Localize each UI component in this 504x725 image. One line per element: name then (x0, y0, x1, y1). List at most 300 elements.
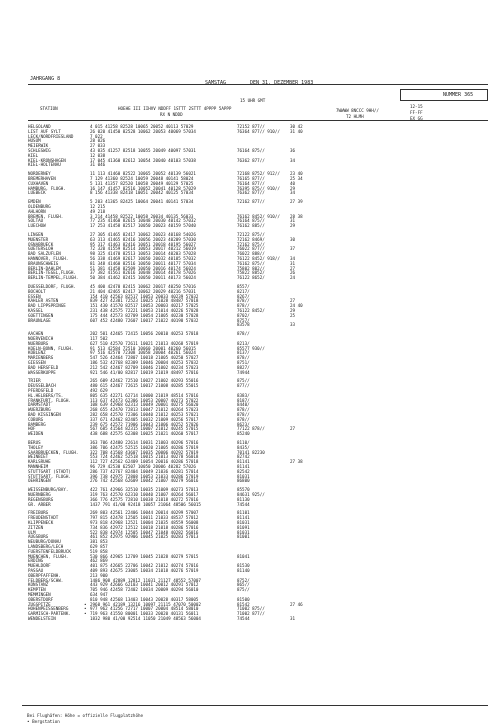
observation-code: 50 384 41462 82415 10050 20011 40173 56024 (90, 275, 196, 281)
weather-code: 77122 878// (237, 426, 265, 432)
weather-code: 81031 (237, 519, 250, 525)
observation-code: 77 235 41460 82615 10048 20030 40142 57032 (90, 218, 196, 224)
station-name: HOF (28, 426, 36, 432)
wind-gust: 31 (290, 218, 296, 224)
station-name: PASSAU (28, 567, 44, 573)
wind-gust: 27 (290, 298, 296, 304)
observation-code: 31 046 (90, 162, 106, 168)
weather-code: 878// (237, 303, 250, 309)
station-name: ULM (28, 529, 36, 535)
station-name: MEIERWIK (28, 143, 49, 149)
station-column-header: STATION (40, 106, 58, 111)
weather-code: 8557/ (237, 284, 250, 289)
station-section (28, 124, 498, 167)
observation-code: 634 947 (90, 591, 108, 597)
columns-underline (28, 120, 488, 121)
station-name: HAMBURG, FLUGH. (28, 185, 66, 191)
observation-code: 438 688 42575 62308 10025 21021 40260 57017 (90, 431, 199, 437)
observation-code: 530 866 42965 12709 10045 21028 40279 57015 (90, 553, 199, 559)
weather-code: 81041 (237, 553, 250, 559)
station-name: LANDSBERG/LECH (28, 543, 64, 549)
observation-code: 401 875 42665 22706 10042 21012 40274 57016 (90, 563, 199, 569)
station-name: BERLIN-TEGEL,FLUGH. (28, 270, 76, 276)
observation-code: 286 737 42767 82404 10049 21036 40281 57014 (90, 468, 199, 474)
weather-code: 72162 8469/ (237, 236, 265, 242)
observation-code: 480 615 42467 72615 10017 21008 40285 55015 (90, 383, 199, 389)
observation-code: 175 444 42573 82709 10054 21005 40230 57028 (90, 312, 199, 318)
footnote-mountain (22, 714, 60, 724)
observation-code: 231 438 42575 72221 10053 21014 40226 57028 (90, 308, 199, 313)
weather-code: 74944 (237, 369, 250, 375)
station-name: KIEL-HOLTENAU (28, 162, 61, 168)
observation-code: 27 033 (90, 143, 106, 149)
station-name: GR. ARBER (28, 501, 51, 507)
observation-code: 37 382 41561 82616 10048 20014 40178 57026 (90, 270, 196, 276)
weather-code: 76164 877// (237, 180, 265, 186)
station-name: BAD LIPPSPRINGE (28, 303, 66, 309)
weather-code: 76122 8452/ 918// (237, 256, 280, 261)
weather-code: 76395 875// 910// (237, 185, 280, 191)
weather-code: 74544 (237, 501, 250, 507)
station-section (28, 284, 498, 327)
observation-code: 26 020 41450 82528 10062 20053 40069 57034 (90, 128, 196, 134)
weather-code: 85577 930// (237, 345, 265, 351)
station-name: FREUDENSTADT (28, 515, 59, 521)
wind-gust: 27 46 (290, 601, 303, 607)
nummer-box (400, 89, 488, 101)
observation-code: 734 836 42972 12512 10018 21018 40286 57016 (90, 524, 199, 530)
weather-code: 76022 888// (237, 251, 265, 257)
observation-code: 422 761 42966 32510 10035 21009 40273 57013 (90, 487, 199, 493)
weather-code: 877// (237, 383, 250, 389)
station-name: OBERSTDORF (28, 596, 54, 602)
station-name: KAHLER ASTEN (28, 298, 59, 304)
weather-code: 85240 (237, 431, 250, 437)
observation-code: 45 400 42470 82415 10062 20017 40250 57016 (90, 284, 196, 289)
observation-code: 805 635 42271 62714 10000 21019 48514 57016 (90, 392, 199, 398)
weather-code: 878// (237, 416, 250, 422)
observation-code: 386 706 42475 52515 10020 21005 40286 57019 (90, 444, 199, 450)
nummer-label: NUMMER 365 (443, 92, 474, 98)
station-section (28, 510, 498, 620)
wind-gust: 34 (290, 157, 296, 163)
observation-code: 977 962 41256 72717 10007 20004 48514 58010 (90, 606, 199, 612)
weather-code: 71002 875// (237, 606, 265, 612)
observation-code: 381 853 (90, 539, 108, 545)
station-name: KASSEL (28, 308, 44, 313)
weather-code: 8751/ (237, 359, 250, 365)
station-name: KOBLENZ (28, 350, 46, 356)
observation-code: 17 045 41360 82612 10054 20040 40103 57038 (90, 157, 196, 163)
weather-code: 81141 (237, 515, 250, 521)
observation-code: 492 629 (90, 387, 108, 393)
observation-code: 268 655 42470 72813 10047 21012 40264 57023 (90, 407, 199, 413)
observation-code: 567 685 41564 82315 10007 21012 40245 57015 (90, 426, 199, 432)
observation-code: 607 452 42480 72607 10017 21022 40190 57032 (90, 317, 199, 323)
weather-code: 81101 (237, 510, 250, 516)
weather-code: 8752/ (237, 577, 250, 583)
station-name: BERLIN-DAHLEM (28, 265, 61, 271)
station-name: BAD SALZUFLEN (28, 251, 61, 257)
observation-code: 1486 908 42889 12812 11031 21127 48552 57007 (90, 577, 201, 583)
wind-gust: 29 (290, 185, 296, 191)
wind-gust: 25 34 (290, 175, 303, 181)
observation-code: 839 427 42381 72523 10025 21028 48487 57018 (90, 298, 199, 304)
observation-code: 4 015 41258 82528 10065 20052 40113 57029 (90, 124, 194, 129)
weather-code: 76162 8452/ 910// (237, 213, 280, 219)
wind-gust: 25 (290, 312, 296, 318)
station-name: EMDEN (28, 199, 41, 205)
observation-code: 49 218 (90, 208, 106, 214)
weather-code: 8623/ (237, 421, 250, 427)
weather-code: 86800 (237, 478, 250, 484)
weather-code: 76164 875// (237, 148, 265, 153)
weather-code: 75822 8852/ (237, 270, 265, 276)
wind-gust: 23 40 (290, 171, 303, 177)
station-name: BRAUNSCHWEIG (28, 260, 59, 266)
station-name: KEMPTEN (28, 587, 46, 593)
weather-code: 75802 802// (237, 265, 265, 271)
observation-code: 5 203 41365 82425 10064 20041 40141 57034 (90, 199, 194, 205)
weather-code: 8267/ (237, 293, 250, 299)
observation-code: 98 325 41470 82513 10053 20014 40203 57028 (90, 251, 196, 257)
station-name: SCHLESWIG (28, 148, 51, 153)
observation-code: 95 317 41463 82416 10051 20018 40195 56027 (90, 241, 196, 247)
station-name: DUESSELDORF, FLUGH. (28, 284, 76, 289)
mountain-bullet-icon: • (84, 601, 87, 607)
observation-code: 322 708 41568 43607 10035 20006 40292 57019 (90, 449, 199, 455)
wind-gust: 28 38 (290, 213, 303, 219)
wind-gust: 34 (290, 256, 296, 261)
observation-code: 409 893 42675 23005 10034 21018 40276 57019 (90, 567, 199, 573)
station-name: BRAUNLAGE (28, 317, 51, 323)
weather-code: 72168 8752/ 912// (237, 171, 280, 177)
observation-code: 63 313 41465 82416 10056 20023 40209 57030 (90, 236, 196, 242)
wind-gust: 27 (290, 265, 296, 271)
weather-code: 8827/ (237, 364, 250, 370)
weather-code: 74544 (237, 615, 250, 621)
observation-code: 11 113 41460 82522 10065 20052 40139 56021 (90, 171, 196, 177)
observation-code: 363 706 42480 22614 10031 21003 40296 57016 (90, 440, 199, 445)
station-name: GIESSEN (28, 359, 46, 365)
station-name: BAMBERG (28, 421, 46, 427)
observation-code: 462 869 (90, 558, 108, 564)
station-name: GUETERSLOH (28, 246, 54, 252)
weather-code: 81542 (237, 601, 250, 607)
station-name: STUTTGART, FLUGH. (28, 473, 71, 479)
station-name: MANNHEIM (28, 464, 49, 469)
weather-code: 878// (237, 331, 250, 337)
observation-code: 921 546 41/00 82817 10019 21019 48497 57016 (90, 369, 199, 375)
weather-code: 8217/ (237, 288, 250, 294)
wind-gust: 27 (290, 426, 296, 432)
weather-code: 81140 (237, 567, 250, 573)
station-name: CUXHAVEN (28, 180, 49, 186)
station-name: FREIBURG (28, 510, 49, 516)
observation-code: 239 675 42572 71906 10043 21006 40252 57026 (90, 421, 199, 427)
weather-code: 8187/ (237, 397, 250, 403)
wind-gust: 34 (290, 190, 296, 196)
observation-code: 186 532 42768 82309 10046 20004 40253 57032 (90, 359, 199, 365)
station-section (28, 232, 498, 280)
station-name: BAD KISSINGEN (28, 411, 61, 417)
station-name: AUGSBURG (28, 534, 49, 540)
weather-code: 81500 (237, 596, 250, 602)
observation-code: 282 658 42570 72306 10040 21012 40253 57021 (90, 411, 199, 417)
station-name: WENDELSTEIN (28, 615, 56, 621)
weather-code: 8110/ (237, 440, 250, 445)
station-name: DEUSSELBACH (28, 383, 56, 389)
station-name: DARMSTADT (28, 402, 51, 408)
station-name: ERDING (28, 558, 44, 564)
station-name: OLDENBURG (28, 203, 51, 209)
wind-gust: 30 (290, 236, 296, 242)
observation-code: 43 035 41257 82518 10055 20049 40097 57031 (90, 148, 196, 153)
observation-code: 202 501 42465 72415 10056 20010 40253 57018 (90, 331, 199, 337)
wind-gust: 29 (290, 223, 296, 229)
observation-code: 629 857 (90, 543, 108, 549)
station-name: NORDERNEY (28, 171, 51, 177)
station-name: NUERNBERG (28, 491, 51, 497)
observation-code: 117 502 (90, 335, 108, 341)
station-name: BREMERHAVEN (28, 175, 56, 181)
station-name: HANNOVER, FLUGH. (28, 256, 69, 261)
weather-code: 76162 885// (237, 223, 265, 229)
weather-code: 82742 (237, 454, 250, 460)
station-name: OSNABRUECK (28, 241, 54, 247)
station-name: MUENCHEN, FLUGH. (28, 553, 69, 559)
observation-code: 51 381 41458 82509 10050 20016 40174 56024 (90, 265, 196, 271)
data-column-subheader: RX N NDDD (160, 112, 183, 117)
observation-code: 1832 980 41/00 92514 11050 21049 48563 56004 (90, 615, 201, 621)
station-name: NEUBURG/DONAU (28, 539, 61, 545)
observation-code: 96 729 42530 62507 10050 20006 40282 57026 (90, 464, 196, 469)
station-name: OBERPFAFFENH. (28, 572, 61, 578)
station-name: BERLIN-TEMPEL,FLUGH. (28, 275, 79, 281)
observation-code: 151 430 41570 82517 10053 20003 40217 57025 (90, 303, 199, 309)
station-name: LIST AUF SYLT (28, 128, 61, 134)
wind-gust: 29 (290, 308, 296, 313)
wind-gust: 24 (290, 275, 296, 281)
weather-code: 84631 925// (237, 491, 265, 497)
observation-code: 973 818 42968 12521 10004 21035 48559 56008 (90, 519, 199, 525)
jahrgang-label: JAHRGANG 8 (30, 76, 61, 82)
ff-column-header: FF-FF (410, 110, 423, 115)
station-name: WEIDEN (28, 431, 44, 437)
station-name: BERUS (28, 440, 41, 445)
weather-code: 81001 (237, 534, 250, 540)
weather-code: 76122 8452/ (237, 308, 265, 313)
observation-code: 213 900 (90, 572, 108, 578)
weather-code: 72162 875// (237, 241, 265, 247)
observation-code: 276 742 42568 62609 10042 21007 40279 56016 (90, 478, 199, 484)
observation-code: 269 803 42561 22406 10044 20014 40299 57007 (90, 510, 199, 516)
station-name: MEMMINGEN (28, 591, 51, 597)
station-section (28, 199, 498, 228)
weather-code: 8213/ (237, 340, 250, 346)
weather-code: 81031 (237, 529, 250, 535)
station-name: KARLSRUHE (28, 459, 51, 465)
observation-code: 112 727 42562 62409 10054 20016 40286 57018 (90, 459, 199, 465)
station-name: MUEHLDORF (28, 563, 51, 569)
observation-code: 522 838 42974 12505 10047 21048 40282 56016 (90, 529, 199, 535)
weather-code: 878// (237, 355, 250, 361)
weather-code: 8757/ (237, 317, 250, 323)
observation-code: 265 609 42462 72510 10027 21002 40293 55016 (90, 378, 199, 384)
observation-code: 3 214 41458 82522 10058 20034 40135 56033 (90, 213, 194, 219)
observation-code: 396 738 42975 72808 10053 21033 40286 57019 (90, 473, 199, 479)
observation-code: 519 858 (90, 548, 108, 554)
weather-code: 81141 (237, 459, 250, 465)
weather-code: 8702/ (237, 312, 250, 318)
wind-gust: 37 (290, 246, 296, 252)
wind-gust: 36 (290, 148, 296, 153)
station-name: HELGOLAND (28, 124, 51, 129)
weather-code: 70141 82230 (237, 449, 265, 455)
wind-gust: 31 (290, 260, 296, 266)
observation-code: 56 338 41469 82617 10050 20032 40185 57032 (90, 256, 196, 261)
station-name: THOLEY (28, 444, 44, 450)
station-name: LINGEN (28, 232, 44, 237)
station-name: BREMEN, FLUGH. (28, 213, 64, 219)
wind-gust: 24 40 (290, 303, 303, 309)
observation-code: 2960 961 42189 13216 10097 21115 47070 50002 (90, 601, 201, 607)
station-name: STUTTGART (STADT) (28, 468, 71, 474)
weather-code: 81130 (237, 496, 250, 502)
station-name: KIEL-KRONSHAGEN (28, 157, 66, 163)
station-name: WEISSENBURG/BAY. (28, 487, 69, 493)
station-name: LECK/NORDFRIESLAND (28, 133, 74, 139)
station-name: SAARBRUECKEN, FLUGH. (28, 449, 79, 455)
station-name: TRIER (28, 378, 41, 384)
station-name: FUERSTENFELDBRUCK (28, 548, 71, 554)
observation-code: 705 946 42458 72402 10034 20009 40294 56010 (90, 587, 199, 593)
wind-gust: 33 (290, 322, 296, 328)
observation-code: 7 129 41360 82524 10059 20048 40141 58024 (90, 175, 194, 181)
observation-code: 12 038 (90, 152, 106, 158)
weather-code: 875// (237, 587, 250, 593)
station-name: GARMISCH-PARTENK. (28, 611, 71, 617)
observation-code: 16 147 41457 82516 10052 20041 40128 57029 (90, 185, 196, 191)
station-name: KIEL (28, 152, 39, 158)
station-name: COBURG (28, 416, 44, 422)
wind-gust: 30 42 (290, 124, 303, 129)
weather-code: 76364 877// 910// (237, 128, 280, 134)
observation-code: 337 671 42462 82405 10032 21009 40256 57017 (90, 416, 199, 422)
date-label: DEN 31. DEZEMBER 1983 (250, 80, 314, 86)
tw-column-header: 7WWWW 8NCCC 9HH// (336, 108, 379, 113)
weather-code: 76362 877// (237, 157, 265, 163)
weather-code: 85570 (237, 487, 250, 493)
station-section (28, 171, 498, 195)
weather-code: 82542 (237, 468, 250, 474)
observation-code: 108 639 42968 62313 10049 20001 40275 56020 (90, 402, 199, 408)
observation-code: 212 542 42467 82709 10046 21002 40234 57023 (90, 364, 199, 370)
observation-code: 7 022 (90, 133, 103, 139)
observation-code: 797 815 42478 12505 10011 21033 48537 57012 (90, 515, 199, 521)
wind-gust: 26 (290, 270, 296, 276)
station-name: REGENSBURG (28, 496, 54, 502)
station-name: WASSERKUPPE (28, 369, 56, 375)
weather-code: 81530 (237, 563, 250, 569)
station-name: NUERBURG (28, 340, 49, 346)
data-column-header: HOEHE III IIHVV NDDFF 1STTT 2STTT 4PPPP 5APPP (118, 106, 232, 111)
weather-code: 83578 (237, 322, 250, 328)
station-name: KLIPPENECK (28, 519, 54, 525)
station-name: AACHEN (28, 331, 44, 337)
observation-code: 17 253 41458 82517 10050 20023 40159 57040 (90, 223, 196, 229)
observation-code: 547 526 42464 72807 10018 21005 40250 57027 (90, 355, 199, 361)
station-name: LUECHOW (28, 223, 46, 229)
station-name: ZITZEN (28, 524, 44, 530)
station-name: SOLTAU (28, 218, 44, 224)
observation-code: 28 026 (90, 138, 106, 144)
weather-code: 72122 875// (237, 232, 265, 237)
weather-code: 76164 875// (237, 218, 265, 224)
station-name: MARIENBERG (28, 355, 54, 361)
weather-code: 81141 (237, 464, 250, 469)
observation-code: 627 510 42570 72611 10021 21013 40268 57019 (90, 340, 199, 346)
observation-code: 443 929 42666 62103 10041 20012 40291 57012 (90, 582, 199, 588)
station-name: HUSUM (28, 138, 41, 144)
wind-gust: 31 40 (290, 128, 303, 134)
weather-code: 8440/ (237, 402, 250, 408)
station-name: FELDBERG/SCHW. (28, 577, 64, 583)
weather-code: 865// (237, 582, 250, 588)
station-name: GOETTINGEN (28, 312, 54, 318)
weather-code: 8383/ (237, 392, 250, 398)
station-name: WEINBIET (28, 454, 49, 460)
observation-code: 154 410 42563 82517 10053 20033 40239 57032 (90, 293, 199, 299)
station-name: PFERDSFELD (28, 387, 54, 393)
observation-code: 461 852 42975 92906 10045 21025 40283 57013 (90, 534, 199, 540)
station-name: ESSEN (28, 293, 41, 299)
observation-code: 81 348 41460 82516 10050 20011 40177 57034 (90, 260, 196, 266)
station-name: AHLHORN (28, 208, 46, 214)
weather-code: 878// (237, 407, 250, 413)
observation-code: 553 724 42462 52518 10015 21013 40278 56018 (90, 454, 199, 460)
observation-code: 1437 791 41/00 92418 10057 21064 48506 56015 (90, 501, 201, 507)
weather-code: 76122 8652/ (237, 275, 265, 281)
mountain-bullet-icon: • (84, 606, 87, 612)
station-name: KOELN-BONN, FLUGH. (28, 345, 74, 351)
wind-gust: 27 38 (290, 459, 303, 465)
observation-code: 810 948 42568 13403 10043 20028 40317 58005 (90, 596, 199, 602)
wind-gust: 27 39 (290, 199, 303, 205)
observation-code: 366 776 42575 72810 10038 21018 40272 57016 (90, 496, 199, 502)
weather-code: 76165 877// (237, 175, 265, 181)
station-section (28, 378, 498, 436)
gmt-label: 15 UHR GMT (240, 98, 266, 103)
weather-code: 76022 877// (237, 246, 265, 252)
station-name: NOERVENICH (28, 335, 54, 341)
observation-code: 719 963 41550 80001 10033 20020 40131 56011 (90, 611, 199, 617)
station-name: LUEBECK (28, 190, 46, 196)
weather-code: 875// (237, 378, 250, 384)
weather-code: 81091 (237, 524, 250, 530)
station-name: HOHENPEISSENBERG (28, 606, 69, 612)
station-name: OEHRINGEN (28, 478, 51, 484)
tw-column-subheader: T2 HLMH (346, 114, 364, 119)
station-section (28, 331, 498, 374)
observation-code: 21 404 42465 82417 10062 20029 40216 57031 (90, 288, 196, 294)
weather-code: 72152 877// (237, 124, 265, 129)
observation-code: 27 305 41465 82417 10062 20023 40168 54026 (90, 232, 196, 237)
station-name: BAD HERSFELD (28, 364, 59, 370)
weather-code: 878// (237, 298, 250, 304)
station-name: BOCHOLT (28, 288, 46, 294)
station-name: FRANKFURT, FLUGH. (28, 397, 71, 403)
